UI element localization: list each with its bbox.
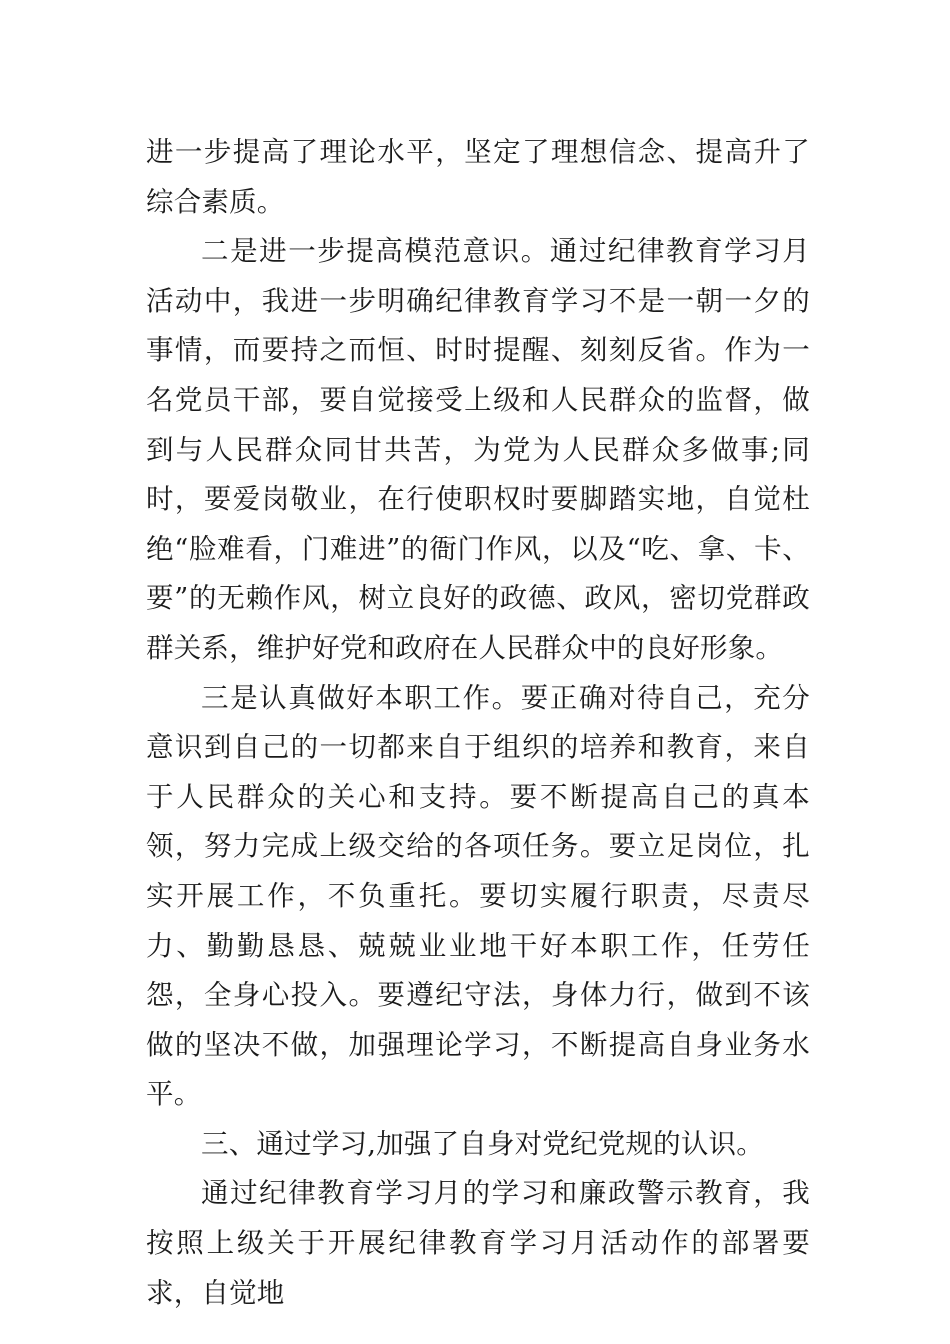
paragraph-continuation: 进一步提高了理论水平，坚定了理想信念、提高升了综合素质。 [146, 136, 810, 218]
paragraph-study-month: 通过纪律教育学习月的学习和廉政警示教育，我按照上级关于开展纪律教育学习月活动作的部署要求，自觉地 [146, 1177, 810, 1309]
document-body [146, 128, 810, 1318]
paragraph-model-awareness: 二是进一步提高模范意识。通过纪律教育学习月活动中，我进一步明确纪律教育学习不是一朝一夕的事情，而要持之而恒、时时提醒、刻刻反省。作为一名党员干部，要自觉接受上级和人民群众的监督，做到与人民群众同甘共苦，为党为人民群众多做事;同时，要爱岗敬业，在行使职权时要脚踏实地，自觉杜绝“脸难看，门难进”的衙门作风，以及“吃、拿、卡、要”的无赖作风，树立良好的政德、政风，密切党群政群关系，维护好党和政府在人民群众中的良好形象。 [146, 235, 810, 664]
paragraph-job-duties: 三是认真做好本职工作。要正确对待自己，充分意识到自己的一切都来自于组织的培养和教育，来自于人民群众的关心和支持。要不断提高自己的真本领，努力完成上级交给的各项任务。要立足岗位，扎实开展工作，不负重托。要切实履行职责，尽责尽力、勤勤恳恳、兢兢业业地干好本职工作，任劳任怨，全身心投入。要遵纪守法，身体力行，做到不该做的坚决不做，加强理论学习，不断提高自身业务水平。 [146, 681, 810, 1111]
section-heading-discipline: 三、通过学习,加强了自身对党纪党规的认识。 [201, 1127, 764, 1160]
